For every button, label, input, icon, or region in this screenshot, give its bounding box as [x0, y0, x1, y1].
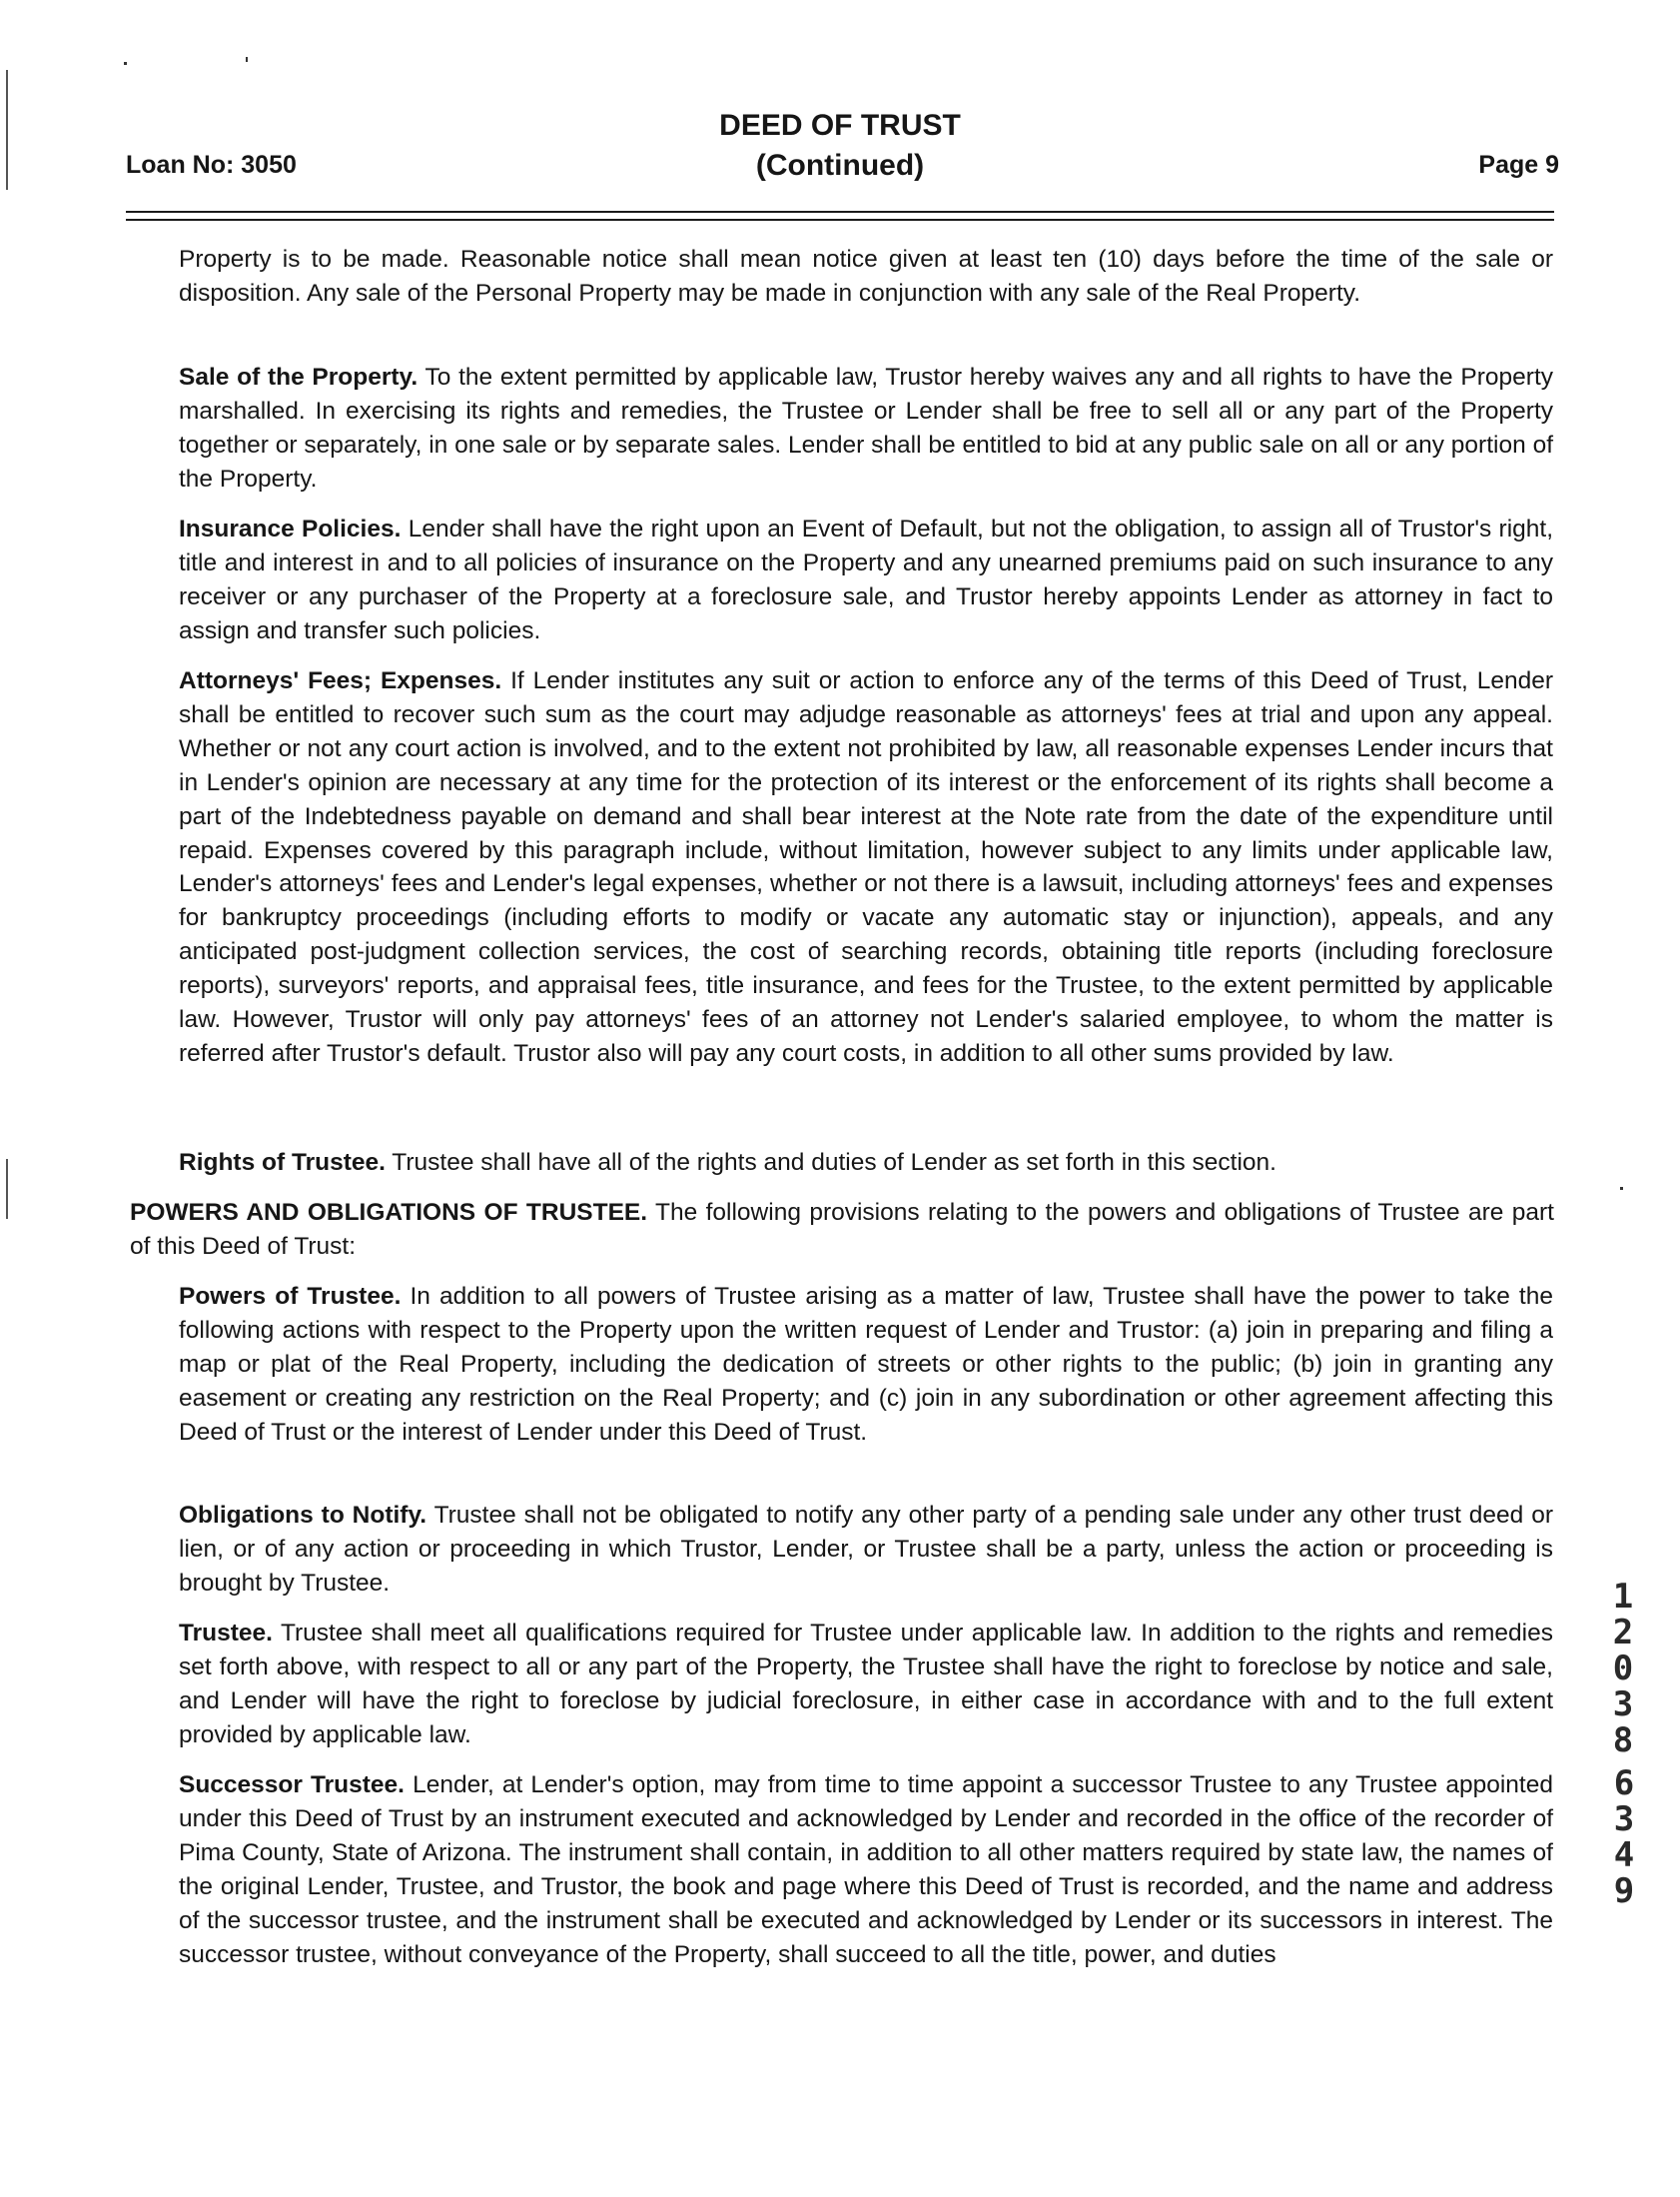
scan-speck — [246, 57, 248, 62]
paragraph-text: Trustee shall meet all qualifications required for Trustee under applicable law. In addition to the rights and remedies set forth above, with respect to all or any part of the Property, the Trustee shall have the right to foreclose by notice and sale, and Lender will have the right to foreclose by judicial foreclosure, in either case in accordance with and to the full extent provided by applicable law. — [179, 1620, 1553, 1748]
paragraph-trustee — [179, 1617, 1553, 1752]
section-text: The following provisions relating to the powers and obligations of Trustee are part of this Deed of Trust: — [130, 1199, 1554, 1260]
paragraph-rights-of-trustee — [179, 1146, 1553, 1180]
paragraph-heading: Attorneys' Fees; Expenses. — [179, 667, 502, 694]
loan-number: Loan No: 3050 — [126, 151, 297, 179]
paragraph-text: If Lender institutes any suit or action to enforce any of the terms of this Deed of Trust, Lender shall be entitled to recover such sum as the court may adjudge reasonable as attorneys' fees at trial and upon any appeal. Whether or not any court action is involved, and to the extent not prohibited by law, all reasonable expenses Lender incurs that in Lender's opinion are necessary at any time for the protection of its interest or the enforcement of its rights shall become a part of the Indebtedness payable on demand and shall bear interest at the Note rate from the date of the expenditure until repaid. Expenses covered by this paragraph include, without limitation, however subject to any limits under applicable law, Lender's attorneys' fees and Lender's legal expenses, whether or not there is a lawsuit, including attorneys' fees and expenses for bankruptcy proceedings (including efforts to modify or vacate any automatic stay or injunction), appeals, and any anticipated post-judgment collection services, the cost of searching records, obtaining title reports (including foreclosure reports), surveyors' reports, and appraisal fees, title insurance, and fees for the Trustee, to the extent permitted by applicable law. However, Trustor will only pay attorneys' fees of an attorney not Lender's salaried employee, to whom the matter is referred after Trustor's default. Trustor also will pay any court costs, in addition to all other sums provided by law. — [179, 667, 1553, 1067]
paragraph-heading: Rights of Trustee. — [179, 1149, 386, 1176]
paragraph-text: To the extent permitted by applicable law, Trustor hereby waives any and all rights to have the Property marshalled. In exercising its rights and remedies, the Trustee or Lender shall be free to sell all or any part of the Property together or separately, in one sale or by separate sales. Lender shall be entitled to bid at any public sale on all or any portion of the Property. — [179, 364, 1553, 493]
paragraph-insurance-policies — [179, 513, 1553, 648]
paragraph-successor-trustee — [179, 1768, 1553, 1971]
paragraph-attorneys-fees — [179, 664, 1553, 1071]
paragraph-text: Trustee shall have all of the rights and duties of Lender as set forth in this section. — [392, 1149, 1276, 1176]
scan-speck — [1620, 1187, 1623, 1190]
section-heading: POWERS AND OBLIGATIONS OF TRUSTEE. — [130, 1199, 648, 1226]
paragraph-text: Lender, at Lender's option, may from time to time appoint a successor Trustee to any Trustee appointed under this Deed of Trust by an instrument executed and acknowledged by Lender and recorded in the office of the recorder of Pima County, State of Arizona. The instrument shall contain, in addition to all other matters required by state law, the names of the original Lender, Trustee, and Trustor, the book and page where this Deed of Trust is recorded, and the name and address of the successor trustee, and the instrument shall be executed and acknowledged by Lender or its successors in interest. The successor trustee, without conveyance of the Property, shall succeed to all the title, power, and duties — [179, 1771, 1553, 1968]
margin-recording-number-upper — [1603, 1579, 1643, 1758]
margin-digit: 2 — [1612, 1613, 1634, 1652]
paragraph-heading: Sale of the Property. — [179, 364, 419, 391]
margin-digit: 9 — [1613, 1871, 1635, 1911]
paragraph-text: Trustee shall not be obligated to notify any other party of a pending sale under any other trust deed or lien, or of any action or proceeding in which Trustor, Lender, or Trustee shall be a party, unless the action or proceeding is brought by Trustee. — [179, 1502, 1553, 1597]
paragraph-heading: Successor Trustee. — [179, 1771, 405, 1798]
header-rule — [126, 211, 1554, 213]
margin-digit: 1 — [1612, 1577, 1634, 1617]
page-number: Page 9 — [1478, 151, 1559, 179]
section-powers-obligations-trustee — [130, 1196, 1554, 1264]
paragraph-heading: Trustee. — [179, 1620, 273, 1647]
scan-edge-mark — [6, 1159, 8, 1219]
paragraph-heading: Obligations to Notify. — [179, 1502, 427, 1529]
paragraph-text: Lender shall have the right upon an Event of Default, but not the obligation, to assign all of Trustor's right, title and interest in and to all policies of insurance on the Property and any unearned premiums paid on such insurance to any receiver or any purchaser of the Property at a foreclosure sale, and Trustor hereby appoints Lender as attorney in fact to assign and transfer such policies. — [179, 516, 1554, 644]
paragraph-text: In addition to all powers of Trustee arising as a matter of law, Trustee shall have the power to take the following actions with respect to the Property upon the written request of Lender and Trustor: (a) join in preparing and filing a map or plat of the Real Property, including the dedication of streets or other rights to the public; (b) join in granting any easement or creating any restriction on the Real Property; and (c) join in any subordination or other agreement affecting this Deed of Trust or the interest of Lender under this Deed of Trust. — [179, 1283, 1553, 1446]
paragraph-powers-of-trustee — [179, 1280, 1553, 1450]
paragraph-sale-of-property — [179, 361, 1553, 497]
paragraph-text: Property is to be made. Reasonable notice shall mean notice given at least ten (10) days before the time of the sale or disposition. Any sale of the Personal Property may be made in conjunction with any sale of the Real Property. — [179, 246, 1553, 307]
margin-digit: 0 — [1612, 1648, 1634, 1688]
margin-digit: 4 — [1613, 1835, 1635, 1875]
header-rule — [126, 219, 1554, 221]
paragraph-property-sale-notice — [179, 243, 1553, 311]
paragraph-heading: Insurance Policies. — [179, 516, 402, 543]
scan-speck — [124, 62, 127, 65]
paragraph-obligations-to-notify — [179, 1499, 1553, 1601]
margin-recording-number-lower — [1604, 1765, 1644, 1909]
margin-digit: 6 — [1613, 1763, 1635, 1803]
margin-digit: 3 — [1612, 1684, 1634, 1724]
document-title: DEED OF TRUST — [719, 109, 961, 142]
document-subtitle: (Continued) — [755, 149, 925, 182]
paragraph-heading: Powers of Trustee. — [179, 1283, 402, 1310]
margin-digit: 8 — [1612, 1720, 1634, 1760]
margin-digit: 3 — [1613, 1799, 1635, 1839]
